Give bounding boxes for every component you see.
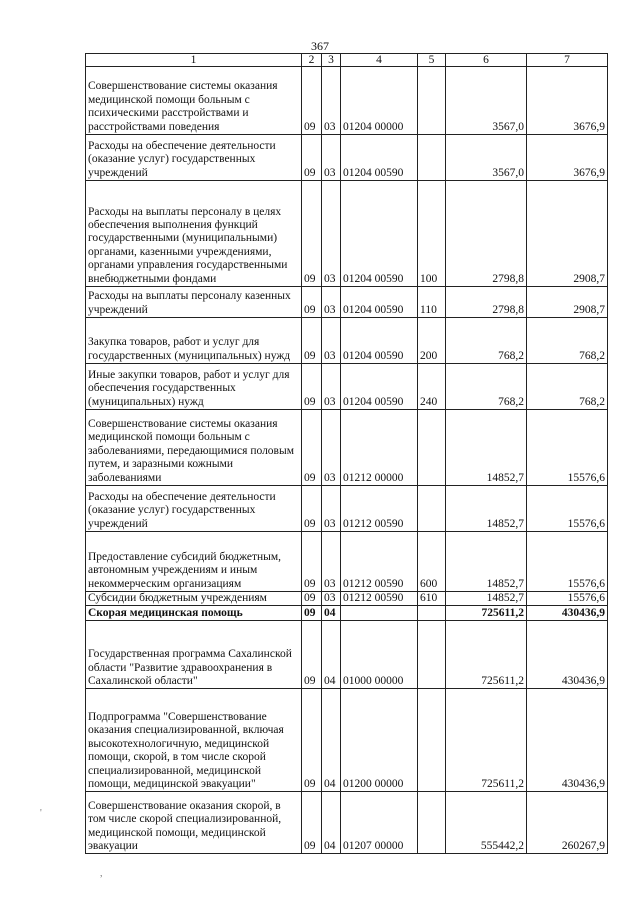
row-section-cell: 09 <box>302 67 322 135</box>
table-row <box>86 532 608 592</box>
table-row <box>86 181 608 287</box>
row-target-article-cell <box>341 606 418 621</box>
row-name-cell: Субсидии бюджетным учреждениям <box>86 592 302 606</box>
row-name-cell: Иные закупки товаров, работ и услуг для обеспечения государственных (муниципальных) нужд <box>86 364 302 410</box>
header-cell: 7 <box>527 54 608 67</box>
row-name-cell: Расходы на выплаты персоналу казенных учреждений <box>86 287 302 318</box>
row-amount-1-cell: 14852,7 <box>446 592 527 606</box>
table-row <box>86 621 608 689</box>
row-amount-1-cell: 725611,2 <box>446 606 527 621</box>
row-subsection-cell: 04 <box>322 792 341 854</box>
row-section-cell: 09 <box>302 532 322 592</box>
row-section-cell: 09 <box>302 364 322 410</box>
table-row <box>86 318 608 364</box>
row-subsection-cell: 03 <box>322 318 341 364</box>
header-cell: 1 <box>86 54 302 67</box>
row-expense-type-cell: 200 <box>418 318 446 364</box>
row-section-cell: 09 <box>302 486 322 532</box>
row-name-cell: Закупка товаров, работ и услуг для государственных (муниципальных) нужд <box>86 318 302 364</box>
row-subsection-cell: 03 <box>322 486 341 532</box>
row-amount-2-cell: 15576,6 <box>527 592 608 606</box>
budget-table <box>85 53 608 854</box>
row-target-article-cell: 01204 00590 <box>341 318 418 364</box>
row-amount-1-cell: 2798,8 <box>446 181 527 287</box>
row-expense-type-cell <box>418 486 446 532</box>
table-row <box>86 606 608 621</box>
row-subsection-cell: 03 <box>322 410 341 486</box>
table-row <box>86 364 608 410</box>
row-subsection-cell: 03 <box>322 181 341 287</box>
table-row <box>86 67 608 135</box>
row-amount-2-cell: 3676,9 <box>527 135 608 181</box>
row-name-cell: Расходы на обеспечение деятельности (оказание услуг) государственных учреждений <box>86 135 302 181</box>
row-section-cell: 09 <box>302 689 322 792</box>
row-expense-type-cell <box>418 67 446 135</box>
row-amount-1-cell: 768,2 <box>446 318 527 364</box>
row-target-article-cell: 01212 00590 <box>341 486 418 532</box>
row-amount-2-cell: 430436,9 <box>527 689 608 792</box>
row-subsection-cell: 04 <box>322 621 341 689</box>
row-amount-2-cell: 768,2 <box>527 364 608 410</box>
row-amount-2-cell: 768,2 <box>527 318 608 364</box>
table-row <box>86 410 608 486</box>
row-section-cell: 09 <box>302 606 322 621</box>
row-subsection-cell: 03 <box>322 592 341 606</box>
row-amount-1-cell: 725611,2 <box>446 621 527 689</box>
row-section-cell: 09 <box>302 181 322 287</box>
row-target-article-cell: 01212 00590 <box>341 592 418 606</box>
row-expense-type-cell: 610 <box>418 592 446 606</box>
row-section-cell: 09 <box>302 592 322 606</box>
row-amount-1-cell: 3567,0 <box>446 135 527 181</box>
row-amount-2-cell: 15576,6 <box>527 532 608 592</box>
row-expense-type-cell <box>418 689 446 792</box>
scan-speck: , <box>100 868 103 879</box>
row-name-cell: Государственная программа Сахалинской области "Развитие здравоохранения в Сахалинской области" <box>86 621 302 689</box>
row-target-article-cell: 01204 00590 <box>341 287 418 318</box>
row-amount-1-cell: 2798,8 <box>446 287 527 318</box>
row-expense-type-cell <box>418 410 446 486</box>
row-target-article-cell: 01207 00000 <box>341 792 418 854</box>
row-subsection-cell: 03 <box>322 287 341 318</box>
row-target-article-cell: 01204 00590 <box>341 181 418 287</box>
table-row <box>86 592 608 606</box>
row-name-cell: Расходы на обеспечение деятельности (оказание услуг) государственных учреждений <box>86 486 302 532</box>
header-cell: 4 <box>341 54 418 67</box>
row-amount-1-cell: 14852,7 <box>446 486 527 532</box>
row-target-article-cell: 01204 00590 <box>341 135 418 181</box>
row-target-article-cell: 01000 00000 <box>341 621 418 689</box>
row-amount-2-cell: 2908,7 <box>527 181 608 287</box>
page-number: 367 <box>311 39 329 53</box>
row-name-cell: Скорая медицинская помощь <box>86 606 302 621</box>
row-name-cell: Расходы на выплаты персоналу в целях обеспечения выполнения функций государственными (муниципальными) органами, казенными учреждениями, органами управления государственными внебюджетными фондами <box>86 181 302 287</box>
row-amount-1-cell: 725611,2 <box>446 689 527 792</box>
header-cell: 3 <box>322 54 341 67</box>
row-expense-type-cell <box>418 135 446 181</box>
row-expense-type-cell <box>418 606 446 621</box>
row-expense-type-cell: 110 <box>418 287 446 318</box>
row-amount-2-cell: 430436,9 <box>527 621 608 689</box>
row-name-cell: Совершенствование системы оказания медицинской помощи больным с психическими расстройствами и расстройствами поведения <box>86 67 302 135</box>
row-name-cell: Совершенствование оказания скорой, в том числе скорой специализированной, медицинской помощи, медицинской эвакуации <box>86 792 302 854</box>
row-subsection-cell: 04 <box>322 689 341 792</box>
row-section-cell: 09 <box>302 135 322 181</box>
row-name-cell: Предоставление субсидий бюджетным, автономным учреждениям и иным некоммерческим организациям <box>86 532 302 592</box>
row-amount-2-cell: 260267,9 <box>527 792 608 854</box>
row-name-cell: Совершенствование системы оказания медицинской помощи больным с заболеваниями, передающимися половым путем, и заразными кожными заболеваниями <box>86 410 302 486</box>
row-amount-1-cell: 555442,2 <box>446 792 527 854</box>
header-row <box>86 54 608 67</box>
row-amount-2-cell: 15576,6 <box>527 410 608 486</box>
row-subsection-cell: 03 <box>322 67 341 135</box>
row-target-article-cell: 01212 00590 <box>341 532 418 592</box>
row-section-cell: 09 <box>302 621 322 689</box>
table-row <box>86 486 608 532</box>
row-target-article-cell: 01204 00590 <box>341 364 418 410</box>
row-amount-2-cell: 15576,6 <box>527 486 608 532</box>
row-amount-2-cell: 430436,9 <box>527 606 608 621</box>
row-expense-type-cell <box>418 792 446 854</box>
table-row <box>86 135 608 181</box>
row-amount-1-cell: 14852,7 <box>446 532 527 592</box>
header-cell: 2 <box>302 54 322 67</box>
row-subsection-cell: 03 <box>322 532 341 592</box>
row-target-article-cell: 01204 00000 <box>341 67 418 135</box>
header-cell: 6 <box>446 54 527 67</box>
table-row <box>86 287 608 318</box>
table-row <box>86 792 608 854</box>
row-expense-type-cell: 240 <box>418 364 446 410</box>
row-subsection-cell: 03 <box>322 364 341 410</box>
row-subsection-cell: 04 <box>322 606 341 621</box>
row-amount-1-cell: 14852,7 <box>446 410 527 486</box>
row-section-cell: 09 <box>302 410 322 486</box>
row-target-article-cell: 01212 00000 <box>341 410 418 486</box>
row-section-cell: 09 <box>302 318 322 364</box>
row-amount-1-cell: 768,2 <box>446 364 527 410</box>
row-amount-2-cell: 2908,7 <box>527 287 608 318</box>
row-subsection-cell: 03 <box>322 135 341 181</box>
row-name-cell: Подпрограмма "Совершенствование оказания специализированной, включая высокотехнологичную, медицинской помощи, скорой, в том числе скорой специализированной, медицинской помощи, медицинской эвакуации" <box>86 689 302 792</box>
row-amount-1-cell: 3567,0 <box>446 67 527 135</box>
row-amount-2-cell: 3676,9 <box>527 67 608 135</box>
table-row <box>86 689 608 792</box>
row-section-cell: 09 <box>302 287 322 318</box>
row-expense-type-cell: 100 <box>418 181 446 287</box>
row-section-cell: 09 <box>302 792 322 854</box>
row-expense-type-cell: 600 <box>418 532 446 592</box>
scan-speck: ' <box>40 808 42 819</box>
row-target-article-cell: 01200 00000 <box>341 689 418 792</box>
header-cell: 5 <box>418 54 446 67</box>
row-expense-type-cell <box>418 621 446 689</box>
